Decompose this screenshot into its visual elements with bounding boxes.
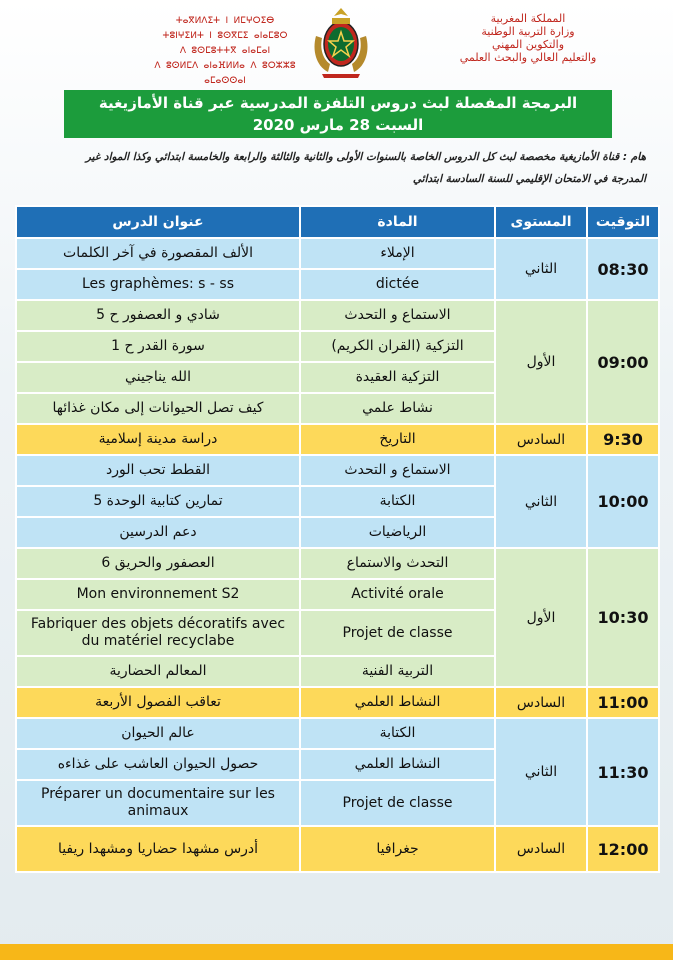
title-date: السبت 28 مارس 2020 (252, 116, 424, 134)
table-row (16, 687, 659, 718)
lesson-title-cell: Mon environnement S2 (16, 579, 300, 610)
subject-cell: الكتابة (300, 486, 495, 517)
ministry-line: والتكوين المهني (491, 38, 565, 51)
level-cell: السادس (495, 826, 587, 872)
table-row (16, 548, 659, 579)
tifinagh-line: ⴷ ⵓⵙⵎⵓⵜⵜⴳ ⴰⵏⴰⵎⴰⵏ (179, 46, 271, 56)
level-cell: السادس (495, 424, 587, 455)
subject-cell: نشاط علمي (300, 393, 495, 424)
title-line-1: البرمجة المفصلة لبث دروس التلفزة المدرسية عبر قناة الأمازيغية (98, 94, 578, 112)
lesson-title-cell: شادي و العصفور ح 5 (16, 300, 300, 331)
table-row (16, 424, 659, 455)
lesson-title-cell: الألف المقصورة في آخر الكلمات (16, 238, 300, 269)
lesson-title-cell: Fabriquer des objets décoratifs avec du matériel recyclabe (16, 610, 300, 656)
subject-cell: dictée (300, 269, 495, 300)
subject-cell: التحدث والاستماع (300, 548, 495, 579)
level-cell: الثاني (495, 455, 587, 548)
time-cell: 9:30 (587, 424, 659, 455)
table-row (16, 826, 659, 872)
tifinagh-line: ⴷ ⵓⵙⵍⵎⴷ ⴰⵏⴰⴼⵍⵍⴰ ⴷ ⵓⵔⵣⵣⵓ ⴰⵎⴰⵙⵙⴰⵏ (154, 61, 296, 86)
bottom-band (0, 944, 673, 960)
subject-cell: جغرافيا (300, 826, 495, 872)
lesson-title-cell: دراسة مدينة إسلامية (16, 424, 300, 455)
important-note (26, 146, 646, 190)
note-line-2: المدرجة في الامتحان الإقليمي للسنة السادسة ابتدائي (412, 173, 646, 185)
time-cell: 10:30 (587, 548, 659, 687)
table-body (16, 238, 659, 872)
level-cell: الثاني (495, 718, 587, 826)
time-cell: 08:30 (587, 238, 659, 300)
table-row (16, 300, 659, 331)
time-cell: 11:00 (587, 687, 659, 718)
subject-cell: الإملاء (300, 238, 495, 269)
tifinagh-line: ⵜⴰⴳⵍⴷⵉⵜ ⵏ ⵍⵎⵖⵔⵉⴱ (175, 16, 275, 26)
lesson-title-cell: حصول الحيوان العاشب على غذاءه (16, 749, 300, 780)
level-cell: الأول (495, 300, 587, 424)
time-cell: 09:00 (587, 300, 659, 424)
ministry-name-arabic (443, 12, 613, 64)
lesson-title-cell: Les graphèmes: s - ss (16, 269, 300, 300)
lesson-title-cell: تعاقب الفصول الأربعة (16, 687, 300, 718)
ministry-line: المملكة المغربية (490, 12, 566, 25)
level-cell: الأول (495, 548, 587, 687)
lesson-title-cell: Préparer un documentaire sur les animaux (16, 780, 300, 826)
lesson-title-cell: دعم الدرسين (16, 517, 300, 548)
lesson-title-cell: سورة القدر ح 1 (16, 331, 300, 362)
lesson-title-cell: كيف تصل الحيوانات إلى مكان غذائها (16, 393, 300, 424)
table-header-row (16, 206, 659, 238)
lesson-title-cell: المعالم الحضارية (16, 656, 300, 687)
time-cell: 10:00 (587, 455, 659, 548)
ministry-name-tifinagh (140, 14, 310, 89)
table-row (16, 455, 659, 486)
subject-cell: Projet de classe (300, 610, 495, 656)
lesson-title-cell: أدرس مشهدا حضاريا ومشهدا ريفيا (16, 826, 300, 872)
ministry-line: وزارة التربية الوطنية (481, 25, 575, 38)
header-subject: المادة (300, 206, 495, 238)
lesson-title-cell: الله يناجيني (16, 362, 300, 393)
ministry-line: والتعليم العالي والبحث العلمي (459, 51, 597, 64)
subject-cell: التربية الفنية (300, 656, 495, 687)
header-time: التوقيت (587, 206, 659, 238)
time-cell: 11:30 (587, 718, 659, 826)
subject-cell: Activité orale (300, 579, 495, 610)
subject-cell: التزكية العقيدة (300, 362, 495, 393)
lesson-title-cell: تمارين كتابية الوحدة 5 (16, 486, 300, 517)
subject-cell: الكتابة (300, 718, 495, 749)
subject-cell: التزكية (القران الكريم) (300, 331, 495, 362)
time-cell: 12:00 (587, 826, 659, 872)
header (0, 0, 673, 88)
level-cell: السادس (495, 687, 587, 718)
moroccan-coat-of-arms-icon (308, 6, 374, 80)
lesson-title-cell: العصفور والحريق 6 (16, 548, 300, 579)
table-row (16, 238, 659, 269)
subject-cell: النشاط العلمي (300, 749, 495, 780)
subject-cell: Projet de classe (300, 780, 495, 826)
tifinagh-line: ⵜⵓⵏⵖⵉⵍⵜ ⵏ ⵓⵙⴳⵎⵉ ⴰⵏⴰⵎⵓⵔ (162, 31, 288, 41)
header-level: المستوى (495, 206, 587, 238)
level-cell: الثاني (495, 238, 587, 300)
subject-cell: النشاط العلمي (300, 687, 495, 718)
header-title: عنوان الدرس (16, 206, 300, 238)
lesson-title-cell: القطط تحب الورد (16, 455, 300, 486)
note-line-1: هام : قناة الأمازيغية مخصصة لبث كل الدروس الخاصة بالسنوات الأولى والثانية والثالثة والرابعة والخامسة ابتدائي وكذا المواد غير (85, 151, 646, 163)
subject-cell: التاريخ (300, 424, 495, 455)
broadcast-schedule-table (15, 205, 660, 873)
subject-cell: الاستماع و التحدث (300, 300, 495, 331)
subject-cell: الرياضيات (300, 517, 495, 548)
table-row (16, 718, 659, 749)
lesson-title-cell: عالم الحيوان (16, 718, 300, 749)
subject-cell: الاستماع و التحدث (300, 455, 495, 486)
schedule-title-banner (64, 90, 612, 138)
